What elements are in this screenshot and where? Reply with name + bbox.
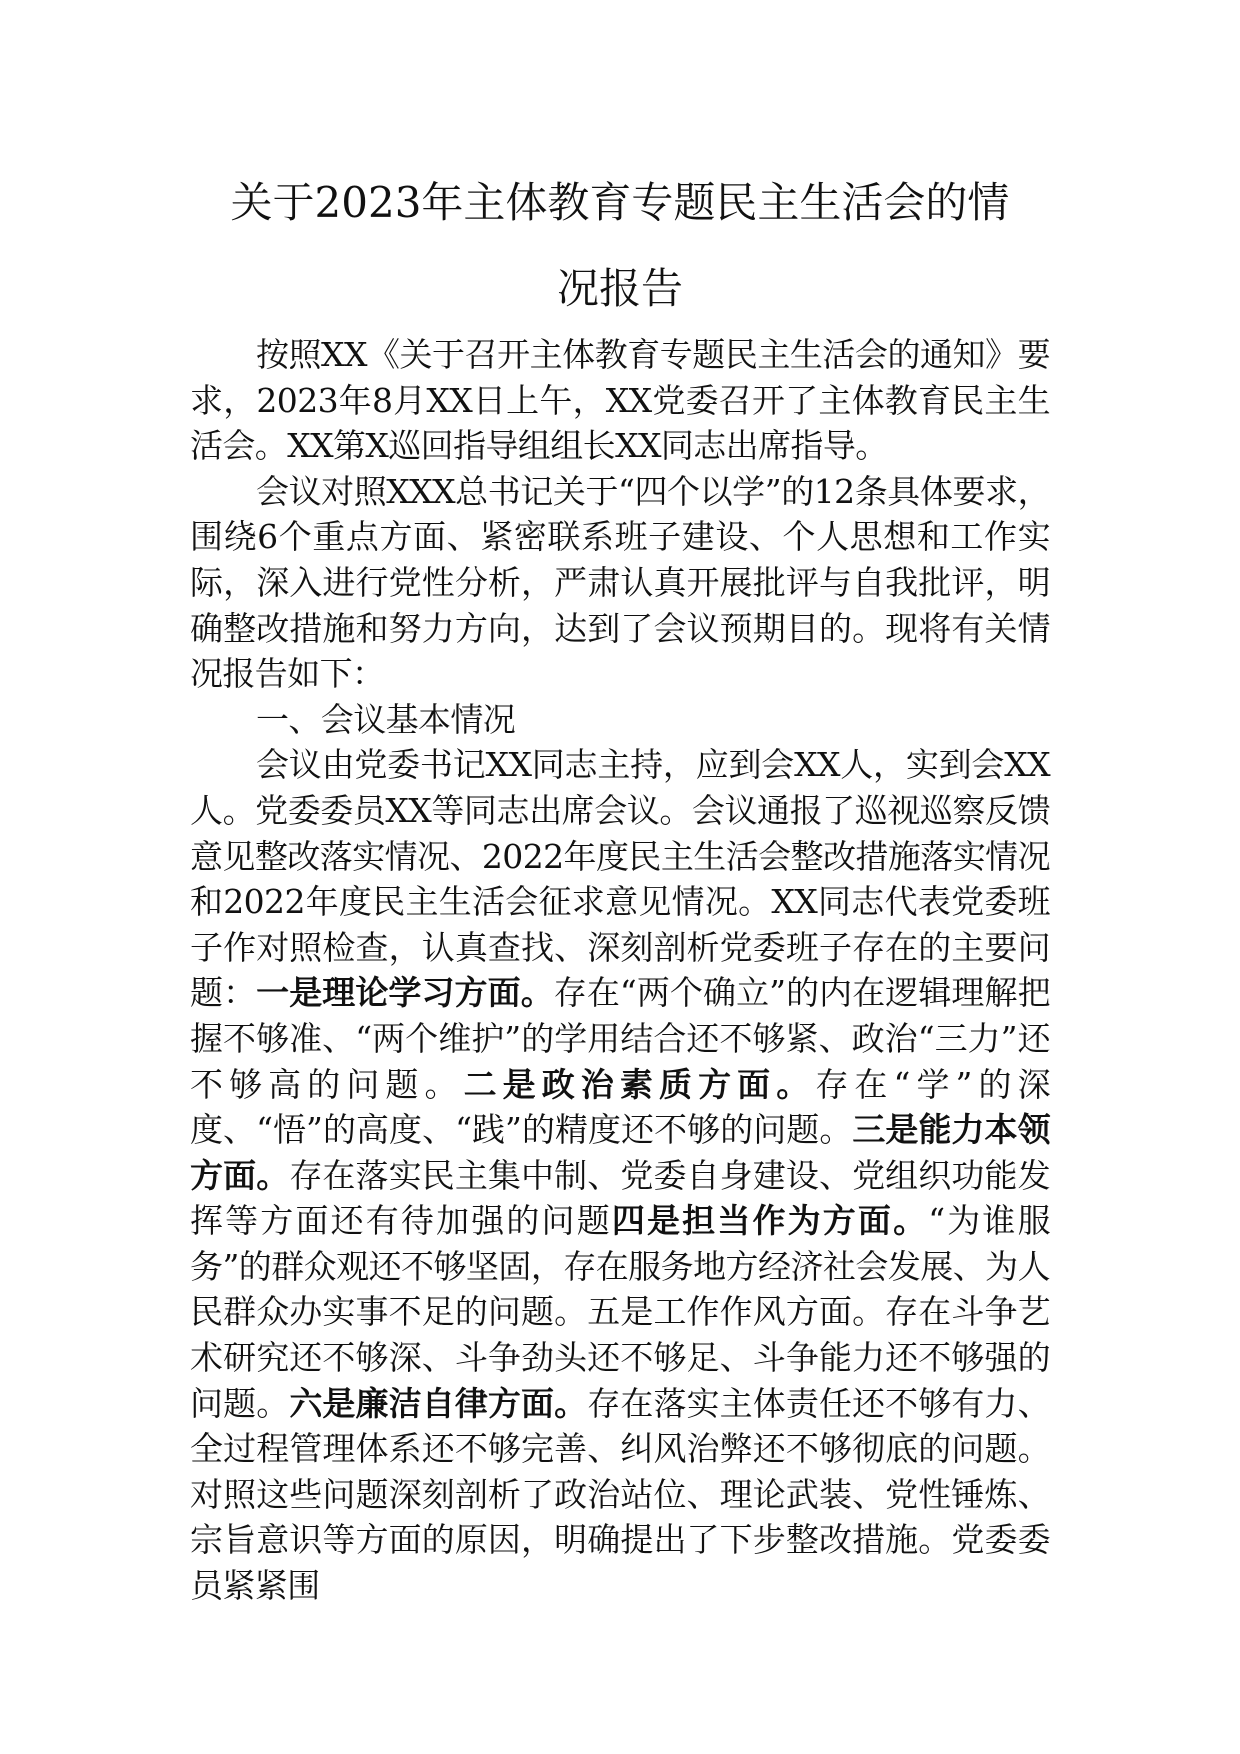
text-segment-1: 会议由党委书记XX同志主持，应到会XX人，实到会XX人。党委委员XX等同志出席会议。会议通报了巡视巡察反馈意见整改落实情况、2022年度民主生活会整改措施落实情况和2022年度民主生活会征求意见情况。XX同志代表党委班子作对照检查，认真查找、深刻剖析党委班子存在的主要问题：	[190, 745, 1050, 1013]
paragraph-meeting-overview: 会议对照XXX总书记关于“四个以学”的12条具体要求，围绕6个重点方面、紧密联系班子建设、个人思想和工作实际，深入进行党性分析，严肃认真开展批评与自我批评，明确整改措施和努力方向，达到了会议预期目的。现将有关情况报告如下：	[190, 471, 1050, 694]
text-segment-4: 存在落实民主集中制、党委自身建设、党组织功能发挥等方面还有待加强的问题	[190, 1155, 1050, 1241]
title-line-1: 关于2023年主体教育专题民主生活会的情	[230, 178, 1010, 227]
bold-point-1: 一是理论学习方面。	[256, 973, 554, 1013]
bold-point-4: 四是担当作为方面。	[611, 1201, 929, 1241]
title-line-2: 况报告	[556, 264, 683, 313]
text-segment-5: “为谁服务”的群众观还不够坚固，存在服务地方经济社会发展、为人民群众办实事不足的问题。五是工作作风方面。存在斗争艺术研究还不够深、斗争劲头还不够足、斗争能力还不够强的问题。	[190, 1201, 1050, 1423]
paragraph-intro: 按照XX《关于召开主体教育专题民主生活会的通知》要求，2023年8月XX日上午，XX党委召开了主体教育民主生活会。XX第X巡回指导组组长XX同志出席指导。	[190, 335, 1050, 466]
document-title	[190, 160, 1050, 332]
bold-point-2: 二是政治素质方面。	[463, 1064, 816, 1104]
bold-point-3: 三是能力本领方面。	[190, 1110, 1050, 1195]
text-segment-6: 存在落实主体责任还不够有力、全过程管理体系还不够完善、纠风治弊还不够彻底的问题。对照这些问题深刻剖析了政治站位、理论武装、党性锤炼、宗旨意识等方面的原因，明确提出了下步整改措施。党委委员紧紧围	[190, 1383, 1050, 1606]
paragraph-meeting-details	[190, 742, 1050, 1608]
text-segment-2: 存在“两个确立”的内在逻辑理解把握不够准、“两个维护”的学用结合还不够紧、政治“三力”还不够高的问题。	[190, 973, 1050, 1104]
document-page	[190, 160, 1050, 1609]
bold-point-6: 六是廉洁自律方面。	[289, 1383, 588, 1423]
section-heading-basic-info: 一、会议基本情况	[256, 699, 516, 739]
text-segment-3: 存在“学”的深度、“悟”的高度、“践”的精度还不够的问题。	[190, 1064, 1050, 1150]
